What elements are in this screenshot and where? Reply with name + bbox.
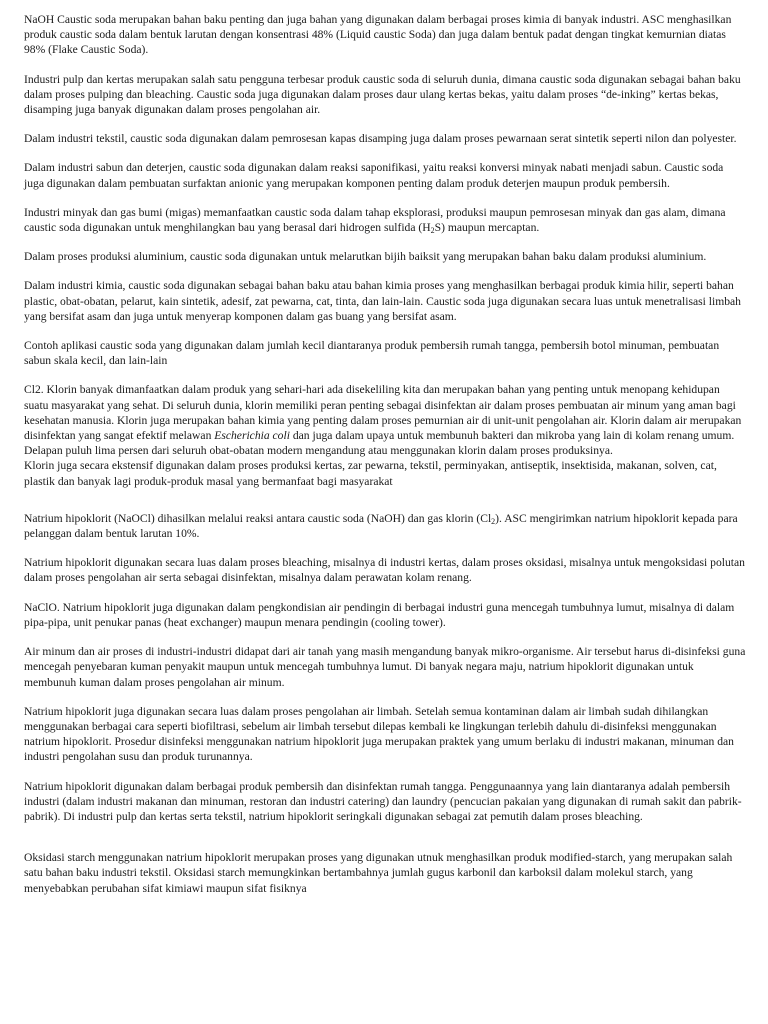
paragraph-naocl-bleaching: Natrium hipoklorit digunakan secara luas dalam proses bleaching, misalnya di industri kertas, dalam proses oksidasi, misalnya untuk mengoksidasi polutan dalam proses pengolahan air serta sebagai disinfektan, misalnya dalam perawatan kolam renang.	[24, 556, 745, 585]
h2s-subscript: 2	[430, 226, 435, 236]
paragraph-household-cleaning: Natrium hipoklorit digunakan dalam berbagai produk pembersih dan disinfektan rumah tangga. Penggunaannya yang lain diantaranya adalah pembersih industri (dalam industri makanan dan minuman, restoran dan industri catering) dan laundry (pencucian pakaian yang digunakan di rumah sakit dan pabrik-pabrik). Di industri pulp dan kertas serta tekstil, natrium hipoklorit seringkali digunakan sebagai zat pemutih dalam proses bleaching.	[24, 779, 742, 823]
escherichia-coli-italic: Escherichia coli	[214, 429, 290, 443]
paragraph-oil-gas	[24, 205, 746, 235]
paragraph-drinking-water: Air minum dan air proses di industri-industri didapat dari air tanah yang masih mengandung banyak mikro-organisme. Air tersebut harus di-disinfeksi guna mencegah penyebaran kuman penyakit maupun untuk mencegah tumbuhnya lumut. Di banyak negara maju, natrium hipoklorit digunakan untuk membunuh kuman dalam proses pengolahan air minum.	[24, 645, 746, 689]
paragraph-textile: Dalam industri tekstil, caustic soda digunakan dalam pemrosesan kapas disamping juga dalam proses pewarnaan serat sintetik seperti nilon dan polyester.	[24, 132, 737, 146]
paragraph-wastewater: Natrium hipoklorit juga digunakan secara luas dalam proses pengolahan air limbah. Setelah semua kontaminan dalam air limbah sudah dihilangkan menggunakan berbagai cara seperti biofiltrasi, sebelum air limbah tersebut dilepas kembali ke lingkungan terlebih dahulu di-disinfeksi menggunakan natrium hipoklorit. Prosedur disinfeksi menggunakan natrium hipoklorit juga merupakan praktek yang umum berlaku di industri makanan, minuman dan industri pengolahan susu dan produk turunannya.	[24, 704, 734, 764]
paragraph-chlorine	[24, 382, 746, 443]
paragraph-medicine: Delapan puluh lima persen dari seluruh obat-obatan modern mengandung atau menggunakan klorin dalam proses produksinya.	[24, 444, 613, 458]
naocl-text-b: ). ASC mengirimkan natrium hipoklorit kepada para pelanggan dalam bentuk larutan 10%.	[24, 511, 738, 541]
paragraph-aluminium: Dalam proses produksi aluminium, caustic soda digunakan untuk melarutkan bijih baiksit yang merupakan bahan baku dalam produksi aluminium.	[24, 250, 707, 264]
paragraph-starch-oxidation: Oksidasi starch menggunakan natrium hipoklorit merupakan proses yang digunakan utnuk menghasilkan produk modified-starch, yang merupakan salah satu bahan baku industri tekstil. Oksidasi starch memungkinkan bertambahnya jumlah gugus karbonil dan karboksil dalam molekul starch, yang menyebabkan perubahan sifat kimiawi maupun sifat fisiknya	[24, 851, 733, 895]
paragraph-chlorine-products: Klorin juga secara ekstensif digunakan dalam proses produksi kertas, zar pewarna, tekstil, perminyakan, antiseptik, insektisida, makanan, solven, cat, plastik dan banyak lagi produk-produk masal yang bermanfaat bagi masyarakat	[24, 459, 717, 488]
paragraph-naclo-cooling: NaClO. Natrium hipoklorit juga digunakan dalam pengkondisian air pendingin di berbagai industri guna mencegah tumbuhnya lumut, misalnya di dalam pipa-pipa, unit penukar panas (heat exchanger) maupun menara pendingin (cooling tower).	[24, 600, 735, 629]
paragraph-naoh-intro: NaOH Caustic soda merupakan bahan baku penting dan juga bahan yang digunakan dalam berbagai proses kimia di banyak industri. ASC menghasilkan produk caustic soda dalam bentuk larutan dengan konsentrasi 48% (Liquid caustic Soda) dan juga dalam bentuk padat dengan tingkat kemurnian diatas 98% (Flake Caustic Soda).	[24, 13, 732, 57]
paragraph-chemical-industry: Dalam industri kimia, caustic soda digunakan sebagai bahan baku atau bahan kimia proses yang menghasilkan berbagai produk kimia hilir, seperti bahan plastic, obat-obatan, pelarut, kain sintetik, adesif, zat pewarna, cat, tinta, dan lain-lain. Caustic soda juga digunakan secara luas untuk menetralisasi limbah yang bersifat asam dan juga untuk menyerap komponen dalam gas buang yang bersifat asam.	[24, 279, 741, 323]
chlorine-text-b: dan juga dalam upaya untuk membunuh bakteri dan mikroba yang lain di kolam renang umum.	[289, 429, 735, 443]
paragraph-soap-detergent: Dalam industri sabun dan deterjen, caustic soda digunakan dalam reaksi saponifikasi, yaitu reaksi konversi minyak nabati menjadi sabun. Caustic soda juga digunakan dalam pembuatan surfaktan anionic yang merupakan komponen penting dalam produk deterjen maupun produk pembersih.	[24, 161, 724, 190]
paragraph-pulp-paper: Industri pulp dan kertas merupakan salah satu pengguna terbesar produk caustic soda di seluruh dunia, dimana caustic soda digunakan sebagai bahan baku dalam proses pulping dan bleaching. Caustic soda juga digunakan dalam proses daur ulang kertas bekas, yaitu dalam proses “de-inking” kertas bekas, disamping juga banyak digunakan dalam proses pengolahan air.	[24, 72, 741, 117]
naocl-text-a: Natrium hipoklorit (NaOCl) dihasilkan melalui reaksi antara caustic soda (NaOH) dan gas klorin (Cl	[24, 511, 492, 525]
paragraph-small-applications: Contoh aplikasi caustic soda yang digunakan dalam jumlah kecil diantaranya produk pembersih rumah tangga, pembersih botol minuman, pembuatan sabun skala kecil, dan lain-lain	[24, 339, 720, 368]
paragraph-naocl-production	[24, 511, 746, 541]
chlorine-text-a: Cl2. Klorin banyak dimanfaatkan dalam produk yang sehari-hari ada disekeliling kita dan merupakan bahan yang penting untuk menopang kehidupan suatu masyarakat yang sehat. Di seluruh dunia, klorin memiliki peran penting sebagai disinfektan air dalam proses pembuatan air minum yang aman bagi kesehatan manusia. Klorin juga merupakan bahan kimia yang penting dalam proses pemurnian air di unit-unit pengolahan air. Klorin dalam air merupakan disinfektan yang sangat efektif melawan	[24, 383, 742, 443]
oil-gas-text-b: S) maupun mercaptan.	[434, 221, 540, 235]
cl2-subscript: 2	[491, 516, 496, 526]
oil-gas-text-a: Industri minyak dan gas bumi (migas) memanfaatkan caustic soda dalam tahap eksplorasi, produksi maupun pemrosesan minyak dan gas alam, dimana caustic soda digunakan untuk menghilangkan bau yang berasal dari hidrogen sulfida (H	[24, 205, 726, 235]
